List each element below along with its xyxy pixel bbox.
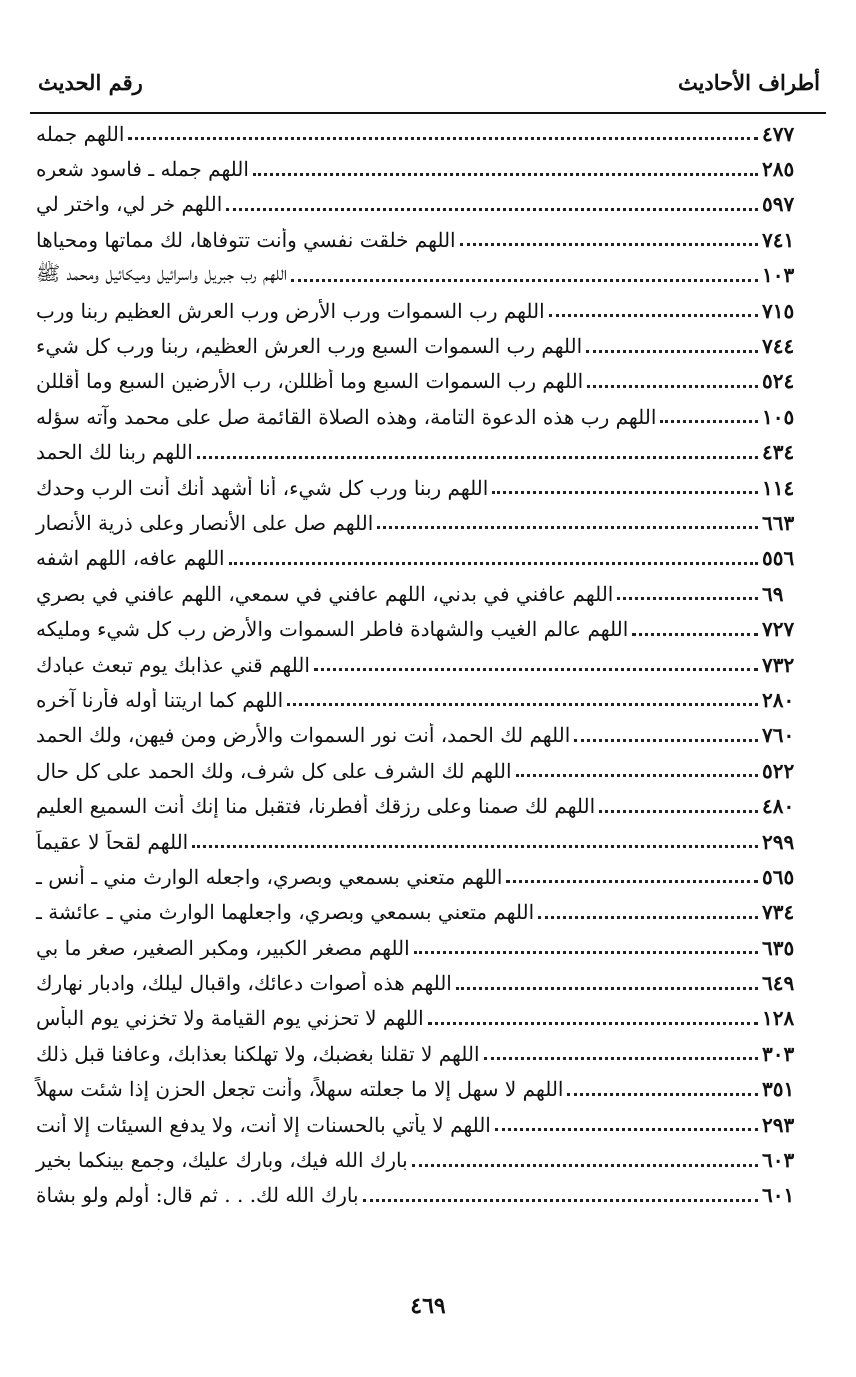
list-item bbox=[30, 753, 824, 788]
list-item bbox=[30, 1107, 824, 1142]
running-header bbox=[30, 70, 826, 106]
hadith-number: ١٠٣ bbox=[762, 263, 795, 288]
entry-text: اللهم رب السموات السبع وما أظللن، رب الأرضين السبع وما أقللن bbox=[36, 369, 584, 394]
hadith-number: ١٢٨ bbox=[762, 1006, 795, 1031]
entry-text: اللهم رب جبريل واسرائيل وميكائيل ومحمد ﷺ bbox=[36, 260, 288, 285]
hadith-number: ١٠٥ bbox=[762, 404, 795, 429]
entry-text: اللهم لا تحزني يوم القيامة ولا تخزني يوم البأس bbox=[36, 1006, 424, 1031]
hadith-number: ٧٣٤ bbox=[762, 900, 795, 925]
hadith-number: ٣٥١ bbox=[762, 1077, 795, 1102]
hadith-number: ٥٢٤ bbox=[762, 369, 795, 394]
dot-leader bbox=[574, 729, 758, 742]
dot-leader bbox=[412, 1154, 758, 1167]
list-item bbox=[30, 1142, 824, 1177]
hadith-number: ٦٠١ bbox=[762, 1183, 795, 1208]
entry-text: اللهم ربنا ورب كل شيء، أنا أشهد أنك أنت الرب وحدك bbox=[36, 475, 489, 500]
list-item bbox=[30, 1178, 824, 1213]
entry-text: اللهم خلقت نفسي وأنت تتوفاها، لك مماتها ومحياها bbox=[36, 227, 456, 252]
dot-leader bbox=[428, 1012, 758, 1025]
list-item bbox=[30, 505, 824, 540]
hadith-number: ٥٩٧ bbox=[762, 192, 795, 217]
entry-text: اللهم متعني بسمعي وبصري، واجعلهما الوارث مني ـ عائشة ـ bbox=[36, 900, 535, 925]
dot-leader bbox=[456, 977, 758, 990]
entry-text: اللهم صل على الأنصار وعلى ذرية الأنصار bbox=[36, 510, 374, 535]
dot-leader bbox=[599, 800, 758, 813]
list-item bbox=[30, 1036, 824, 1071]
page-number: ٤٦٩ bbox=[410, 1293, 446, 1319]
hadith-number: ٦٣٥ bbox=[762, 935, 795, 960]
dot-leader bbox=[377, 516, 758, 529]
hadith-number: ٧٣٢ bbox=[762, 652, 795, 677]
list-item bbox=[30, 718, 824, 753]
dot-leader bbox=[506, 870, 758, 883]
dot-leader bbox=[197, 446, 758, 459]
entry-text: اللهم لك الشرف على كل شرف، ولك الحمد على كل حال bbox=[36, 758, 512, 783]
hadith-number: ٧١٥ bbox=[762, 298, 795, 323]
dot-leader bbox=[586, 340, 758, 353]
hadith-index-list bbox=[30, 116, 824, 1213]
entry-text: اللهم عافني في بدني، اللهم عافني في سمعي، اللهم عافني في بصري bbox=[36, 581, 614, 606]
list-item bbox=[30, 116, 824, 151]
dot-leader bbox=[567, 1083, 758, 1096]
dot-leader bbox=[253, 163, 758, 176]
hadith-number: ٢٩٩ bbox=[762, 829, 795, 854]
entry-text: اللهم لا تقلنا بغضبك، ولا تهلكنا بعذابك، وعافنا قبل ذلك bbox=[36, 1041, 480, 1066]
hadith-number: ٧٤٤ bbox=[762, 334, 795, 359]
entry-text: اللهم قني عذابك يوم تبعث عبادك bbox=[36, 652, 310, 677]
list-item bbox=[30, 470, 824, 505]
hadith-number: ٣٠٣ bbox=[762, 1041, 795, 1066]
dot-leader bbox=[192, 835, 758, 848]
entry-text: اللهم مصغر الكبير، ومكبر الصغير، صغر ما بي bbox=[36, 935, 410, 960]
dot-leader bbox=[492, 481, 758, 494]
column-title: رقم الحديث bbox=[38, 70, 143, 95]
dot-leader bbox=[617, 587, 758, 600]
dot-leader bbox=[363, 1189, 758, 1202]
entry-text: اللهم رب هذه الدعوة التامة، وهذه الصلاة القائمة صل على محمد وآته سؤله bbox=[36, 404, 657, 429]
entry-text: اللهم جمله bbox=[36, 121, 125, 146]
list-item bbox=[30, 258, 824, 293]
dot-leader bbox=[516, 764, 758, 777]
dot-leader bbox=[414, 941, 758, 954]
hadith-number: ٢٨٠ bbox=[762, 687, 795, 712]
entry-text: اللهم عافه، اللهم اشفه bbox=[36, 546, 225, 571]
list-item bbox=[30, 576, 824, 611]
hadith-number: ٥٦٥ bbox=[762, 864, 795, 889]
dot-leader bbox=[291, 269, 758, 282]
dot-leader bbox=[460, 233, 758, 246]
dot-leader bbox=[226, 198, 758, 211]
hadith-number: ٧٦٠ bbox=[762, 723, 795, 748]
list-item bbox=[30, 965, 824, 1000]
dot-leader bbox=[229, 552, 758, 565]
list-item bbox=[30, 895, 824, 930]
dot-leader bbox=[549, 304, 758, 317]
entry-text: اللهم لقحاً لا عقيماً bbox=[36, 829, 189, 854]
entry-text: اللهم عالم الغيب والشهادة فاطر السموات والأرض رب كل شيء ومليكه bbox=[36, 617, 629, 642]
entry-text: بارك الله فيك، وبارك عليك، وجمع بينكما بخير bbox=[36, 1148, 408, 1173]
dot-leader bbox=[314, 658, 758, 671]
dot-leader bbox=[484, 1047, 758, 1060]
entry-text: اللهم خر لي، واختر لي bbox=[36, 192, 223, 217]
hadith-number: ٦٦٣ bbox=[762, 510, 795, 535]
entry-text: اللهم لك صمنا وعلى رزقك أفطرنا، فتقبل منا إنك أنت السميع العليم bbox=[36, 794, 596, 819]
entry-text: اللهم جمله ـ فاسود شعره bbox=[36, 157, 249, 182]
hadith-number: ٤٨٠ bbox=[762, 794, 795, 819]
hadith-number: ٧٢٧ bbox=[762, 617, 795, 642]
entry-text: اللهم كما اريتنا أوله فأرنا آخره bbox=[36, 687, 284, 712]
dot-leader bbox=[538, 906, 758, 919]
entry-text: اللهم ربنا لك الحمد bbox=[36, 440, 193, 465]
list-item bbox=[30, 222, 824, 257]
hadith-number: ٥٥٦ bbox=[762, 546, 795, 571]
list-item bbox=[30, 647, 824, 682]
hadith-number: ١١٤ bbox=[762, 475, 795, 500]
list-item bbox=[30, 187, 824, 222]
entry-text: بارك الله لك. . . ثم قال: أولم ولو بشاة bbox=[36, 1183, 359, 1208]
list-item bbox=[30, 151, 824, 186]
dot-leader bbox=[660, 410, 758, 423]
dot-leader bbox=[632, 623, 758, 636]
list-item bbox=[30, 293, 824, 328]
hadith-number: ٢٩٣ bbox=[762, 1112, 795, 1137]
dot-leader bbox=[587, 375, 758, 388]
hadith-number: ٦٤٩ bbox=[762, 971, 795, 996]
entry-text: اللهم متعني بسمعي وبصري، واجعله الوارث مني ـ أنس ـ bbox=[36, 864, 503, 889]
list-item bbox=[30, 611, 824, 646]
list-item bbox=[30, 824, 824, 859]
list-item bbox=[30, 364, 824, 399]
entry-text: اللهم رب السموات السبع ورب العرش العظيم، ربنا ورب كل شيء bbox=[36, 334, 583, 359]
entry-text: اللهم رب السموات ورب الأرض ورب العرش العظيم ربنا ورب bbox=[36, 298, 545, 323]
list-item bbox=[30, 788, 824, 823]
header-rule bbox=[30, 112, 826, 114]
hadith-number: ٥٢٢ bbox=[762, 758, 795, 783]
list-item bbox=[30, 930, 824, 965]
list-item bbox=[30, 859, 824, 894]
list-item bbox=[30, 399, 824, 434]
dot-leader bbox=[287, 693, 758, 706]
hadith-number: ٤٣٤ bbox=[762, 440, 795, 465]
list-item bbox=[30, 682, 824, 717]
entry-text: اللهم لك الحمد، أنت نور السموات والأرض ومن فيهن، ولك الحمد bbox=[36, 723, 571, 748]
list-item bbox=[30, 541, 824, 576]
entry-text: اللهم لا سهل إلا ما جعلته سهلاً، وأنت تجعل الحزن إذا شئت سهلاً bbox=[36, 1077, 564, 1102]
hadith-number: ٦٠٣ bbox=[762, 1148, 795, 1173]
hadith-number: ٢٨٥ bbox=[762, 157, 795, 182]
entry-text: اللهم هذه أصوات دعائك، واقبال ليلك، وادبار نهارك bbox=[36, 971, 452, 996]
list-item bbox=[30, 1072, 824, 1107]
list-item bbox=[30, 435, 824, 470]
section-title: أطراف الأحاديث bbox=[677, 70, 820, 95]
list-item bbox=[30, 328, 824, 363]
dot-leader bbox=[495, 1118, 758, 1131]
entry-text: اللهم لا يأتي بالحسنات إلا أنت، ولا يدفع السيئات إلا أنت bbox=[36, 1112, 491, 1137]
hadith-number: ٤٧٧ bbox=[762, 121, 795, 146]
list-item bbox=[30, 1001, 824, 1036]
hadith-number: ٧٤١ bbox=[762, 227, 795, 252]
dot-leader bbox=[128, 127, 758, 140]
hadith-number: ٦٩ bbox=[762, 581, 784, 606]
